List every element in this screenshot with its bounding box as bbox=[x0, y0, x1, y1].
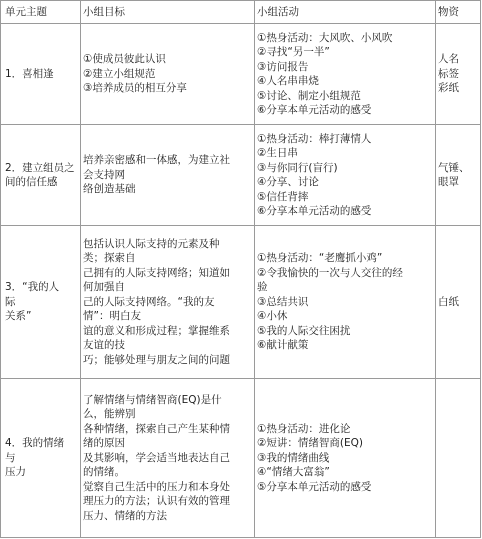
materials-line: 标签 bbox=[438, 67, 459, 80]
theme-cell bbox=[1, 379, 81, 538]
goal-line: 的情绪。 bbox=[83, 466, 125, 479]
activity-cell-content bbox=[257, 132, 433, 219]
theme-cell-content bbox=[5, 436, 78, 480]
goal-line: 觉察自己生活中的压力和本身处 bbox=[83, 480, 230, 493]
goal-line: 么，能辨别 bbox=[83, 408, 136, 421]
theme-line: 与 bbox=[5, 451, 16, 464]
theme-cell-content bbox=[5, 161, 78, 190]
materials-cell bbox=[436, 24, 481, 125]
theme-line: 间的信任感 bbox=[5, 176, 58, 188]
goal-line: 培养亲密感和一体感，为建立社 bbox=[83, 154, 230, 167]
goal-line: 压力、情绪的方法 bbox=[83, 509, 167, 522]
goal-cell bbox=[81, 226, 255, 379]
activity-cell-content bbox=[257, 31, 433, 118]
activity-line: ⑤讨论、制定小组规范 bbox=[257, 89, 361, 102]
goal-line: 及其影响，学会适当地表达自己 bbox=[83, 451, 230, 464]
theme-line: 1．喜相逢 bbox=[5, 67, 54, 80]
activity-line: ③与你同行(盲行) bbox=[257, 161, 338, 174]
activity-cell bbox=[255, 226, 436, 379]
materials-line: 眼罩 bbox=[438, 176, 459, 188]
goal-line: 理压力的方法；认识有效的管理 bbox=[83, 495, 230, 508]
materials-cell bbox=[436, 125, 481, 226]
activity-line: ④小休 bbox=[257, 310, 288, 323]
goal-line: 何加强自 bbox=[83, 281, 125, 294]
goal-cell bbox=[81, 125, 255, 226]
table-body bbox=[1, 24, 481, 538]
theme-cell bbox=[1, 125, 81, 226]
activity-line: ②寻找“另一半” bbox=[257, 46, 330, 58]
goal-line: 己的人际支持网络。“我的友 bbox=[83, 295, 215, 308]
activity-line: ④人名串串烧 bbox=[257, 75, 319, 87]
activity-cell-content bbox=[257, 251, 433, 353]
activity-cell bbox=[255, 24, 436, 125]
goal-line: ②建立小组规范 bbox=[83, 67, 156, 80]
activity-line: ⑤分享本单元活动的感受 bbox=[257, 480, 372, 493]
header-materials: 物资 bbox=[436, 1, 481, 24]
materials-cell bbox=[436, 226, 481, 379]
theme-line: 关系” bbox=[5, 310, 32, 323]
activity-line: ①热身活动：大风吹、小风吹 bbox=[257, 31, 393, 44]
activity-cell bbox=[255, 379, 436, 538]
materials-line: 彩纸 bbox=[438, 82, 459, 95]
goal-cell-content bbox=[83, 52, 252, 96]
theme-line: 2．建立组员之 bbox=[5, 161, 75, 174]
goal-cell bbox=[81, 379, 255, 538]
table-row bbox=[1, 24, 481, 125]
activity-line: ③总结共识 bbox=[257, 295, 309, 308]
header-activity: 小组活动 bbox=[255, 1, 436, 24]
activity-line: 验 bbox=[257, 281, 268, 294]
goal-cell-content bbox=[83, 237, 252, 368]
table-row bbox=[1, 379, 481, 538]
materials-line: 气锤、 bbox=[438, 161, 470, 174]
goal-line: 己拥有的人际支持网络；知道如 bbox=[83, 266, 230, 279]
theme-cell-content bbox=[5, 280, 78, 324]
activity-line: ④分享、讨论 bbox=[257, 176, 319, 188]
theme-cell-content bbox=[5, 67, 78, 82]
theme-cell bbox=[1, 226, 81, 379]
goal-line: 谊的意义和形成过程；掌握维系 bbox=[83, 324, 230, 337]
activity-line: ②生日串 bbox=[257, 147, 298, 159]
materials-line: 白纸 bbox=[438, 295, 459, 308]
goal-line: ①使成员彼此认识 bbox=[83, 53, 166, 66]
goal-cell bbox=[81, 24, 255, 125]
activity-line: ⑤信任背摔 bbox=[257, 190, 309, 203]
activity-line: ⑥分享本单元活动的感受 bbox=[257, 205, 372, 217]
goal-cell-content bbox=[83, 153, 252, 197]
activity-cell bbox=[255, 125, 436, 226]
activity-line: ④“情绪大富翁” bbox=[257, 466, 330, 479]
header-theme: 单元主题 bbox=[1, 1, 81, 24]
goal-line: 情”：明白友 bbox=[83, 310, 141, 323]
header-goal: 小组目标 bbox=[81, 1, 255, 24]
materials-cell-content bbox=[438, 161, 478, 190]
table-row bbox=[1, 125, 481, 226]
goal-line: 会支持网 bbox=[83, 168, 125, 181]
theme-line: 际 bbox=[5, 295, 16, 308]
materials-line: 人名 bbox=[438, 53, 459, 66]
theme-line: 压力 bbox=[5, 466, 26, 479]
theme-line: 4．我的情绪 bbox=[5, 437, 65, 450]
goal-line: 类；探索自 bbox=[83, 252, 136, 265]
goal-line: 绪的原因 bbox=[83, 437, 125, 450]
activity-line: ③我的情绪曲线 bbox=[257, 451, 330, 464]
activity-line: ⑤我的人际交往困扰 bbox=[257, 324, 351, 337]
activity-line: ⑥分享本单元活动的感受 bbox=[257, 104, 372, 116]
activity-line: ③访问报告 bbox=[257, 60, 309, 73]
activity-line: ①热身活动：“老鹰抓小鸡” bbox=[257, 252, 383, 265]
goal-line: 络创造基础 bbox=[83, 183, 136, 196]
activity-line: ①热身活动：进化论 bbox=[257, 422, 351, 435]
materials-cell bbox=[436, 379, 481, 538]
theme-cell bbox=[1, 24, 81, 125]
activity-line: ②短讲：情绪智商(EQ) bbox=[257, 437, 364, 450]
goal-line: 各种情绪，探索自己产生某种情 bbox=[83, 422, 230, 435]
table-row bbox=[1, 226, 481, 379]
theme-line: 3．“我的人 bbox=[5, 281, 60, 294]
goal-line: 包括认识人际支持的元素及种 bbox=[83, 237, 220, 250]
materials-cell-content bbox=[438, 295, 478, 310]
activity-line: ①热身活动：棒打薄情人 bbox=[257, 132, 372, 145]
header-row bbox=[1, 1, 481, 24]
activity-cell-content bbox=[257, 422, 433, 495]
goal-line: 友谊的技 bbox=[83, 339, 125, 352]
goal-cell-content bbox=[83, 393, 252, 524]
goal-line: ③培养成员的相互分享 bbox=[83, 82, 187, 95]
goal-line: 巧；能够处理与朋友之间的问题 bbox=[83, 353, 230, 366]
activity-line: ②令我愉快的一次与人交往的经 bbox=[257, 266, 403, 279]
activity-line: ⑥献计献策 bbox=[257, 339, 309, 352]
goal-line: 了解情绪与情绪智商(EQ)是什 bbox=[83, 393, 222, 406]
materials-cell-content bbox=[438, 52, 478, 96]
